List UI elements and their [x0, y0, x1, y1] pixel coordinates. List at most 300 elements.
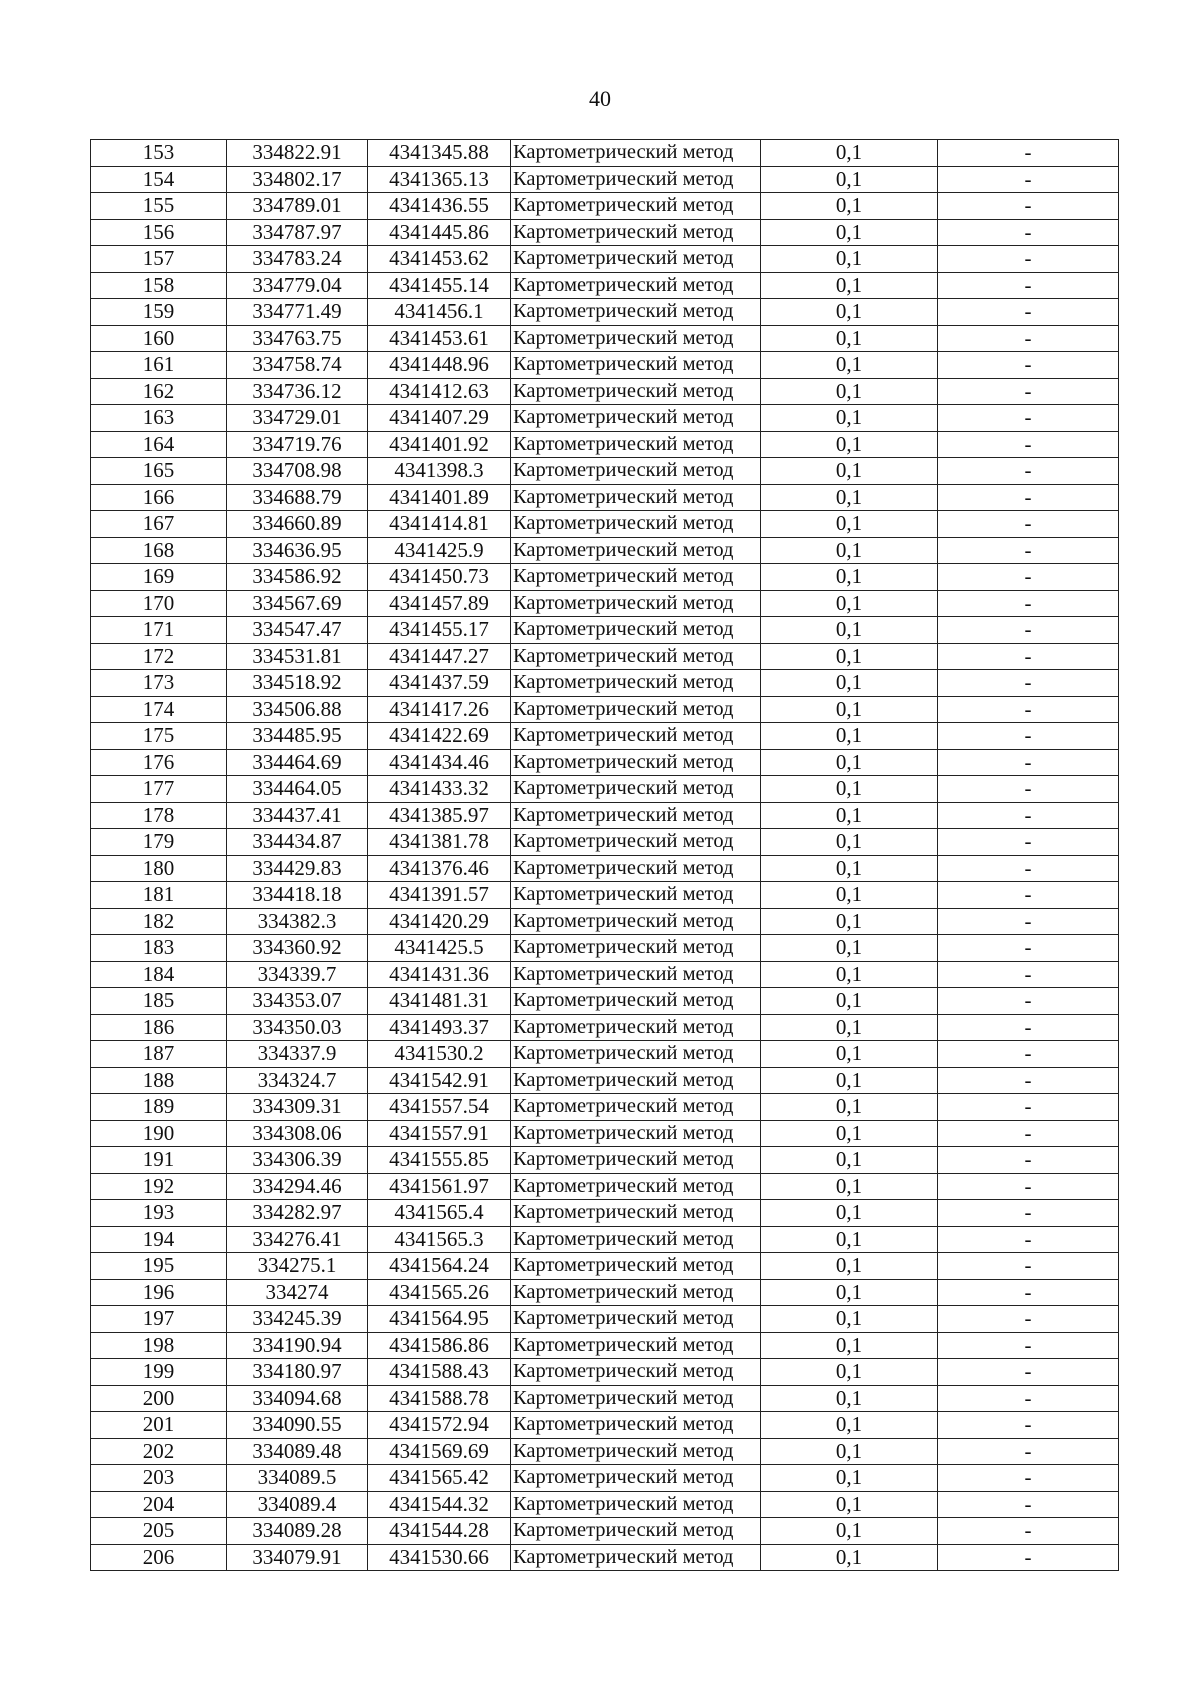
note-cell: - [938, 272, 1119, 299]
point-number-cell: 173 [91, 670, 227, 697]
accuracy-cell: 0,1 [761, 935, 938, 962]
note-cell: - [938, 458, 1119, 485]
accuracy-cell: 0,1 [761, 1147, 938, 1174]
method-cell: Картометрический метод [511, 749, 761, 776]
y-coordinate-cell: 4341544.32 [368, 1491, 511, 1518]
table-row [91, 405, 1119, 432]
method-cell: Картометрический метод [511, 1518, 761, 1545]
point-number-cell: 160 [91, 325, 227, 352]
table-row [91, 1306, 1119, 1333]
accuracy-cell: 0,1 [761, 855, 938, 882]
method-cell: Картометрический метод [511, 1173, 761, 1200]
method-cell: Картометрический метод [511, 829, 761, 856]
point-number-cell: 166 [91, 484, 227, 511]
method-cell: Картометрический метод [511, 431, 761, 458]
method-cell: Картометрический метод [511, 1359, 761, 1386]
point-number-cell: 196 [91, 1279, 227, 1306]
method-cell: Картометрический метод [511, 1041, 761, 1068]
method-cell: Картометрический метод [511, 1385, 761, 1412]
point-number-cell: 197 [91, 1306, 227, 1333]
method-cell: Картометрический метод [511, 352, 761, 379]
method-cell: Картометрический метод [511, 1544, 761, 1571]
y-coordinate-cell: 4341586.86 [368, 1332, 511, 1359]
note-cell: - [938, 1094, 1119, 1121]
table-row [91, 1094, 1119, 1121]
accuracy-cell: 0,1 [761, 1544, 938, 1571]
method-cell: Картометрический метод [511, 193, 761, 220]
point-number-cell: 165 [91, 458, 227, 485]
x-coordinate-cell: 334636.95 [227, 537, 368, 564]
x-coordinate-cell: 334779.04 [227, 272, 368, 299]
table-row [91, 696, 1119, 723]
method-cell: Картометрический метод [511, 1465, 761, 1492]
y-coordinate-cell: 4341401.92 [368, 431, 511, 458]
table-row [91, 1544, 1119, 1571]
table-row [91, 723, 1119, 750]
accuracy-cell: 0,1 [761, 696, 938, 723]
x-coordinate-cell: 334180.97 [227, 1359, 368, 1386]
accuracy-cell: 0,1 [761, 749, 938, 776]
point-number-cell: 192 [91, 1173, 227, 1200]
note-cell: - [938, 1306, 1119, 1333]
method-cell: Картометрический метод [511, 564, 761, 591]
method-cell: Картометрический метод [511, 643, 761, 670]
x-coordinate-cell: 334464.05 [227, 776, 368, 803]
method-cell: Картометрический метод [511, 802, 761, 829]
note-cell: - [938, 1332, 1119, 1359]
accuracy-cell: 0,1 [761, 1518, 938, 1545]
table-row [91, 272, 1119, 299]
note-cell: - [938, 1385, 1119, 1412]
table-row [91, 1253, 1119, 1280]
note-cell: - [938, 1279, 1119, 1306]
accuracy-cell: 0,1 [761, 378, 938, 405]
accuracy-cell: 0,1 [761, 1200, 938, 1227]
table-row [91, 1200, 1119, 1227]
note-cell: - [938, 1253, 1119, 1280]
accuracy-cell: 0,1 [761, 1412, 938, 1439]
point-number-cell: 159 [91, 299, 227, 326]
note-cell: - [938, 431, 1119, 458]
x-coordinate-cell: 334567.69 [227, 590, 368, 617]
y-coordinate-cell: 4341398.3 [368, 458, 511, 485]
table-row [91, 1359, 1119, 1386]
point-number-cell: 183 [91, 935, 227, 962]
y-coordinate-cell: 4341345.88 [368, 140, 511, 167]
note-cell: - [938, 1544, 1119, 1571]
x-coordinate-cell: 334708.98 [227, 458, 368, 485]
x-coordinate-cell: 334729.01 [227, 405, 368, 432]
y-coordinate-cell: 4341425.9 [368, 537, 511, 564]
y-coordinate-cell: 4341455.17 [368, 617, 511, 644]
point-number-cell: 156 [91, 219, 227, 246]
table-row [91, 1332, 1119, 1359]
point-number-cell: 185 [91, 988, 227, 1015]
accuracy-cell: 0,1 [761, 1253, 938, 1280]
method-cell: Картометрический метод [511, 1200, 761, 1227]
accuracy-cell: 0,1 [761, 166, 938, 193]
method-cell: Картометрический метод [511, 1253, 761, 1280]
x-coordinate-cell: 334418.18 [227, 882, 368, 909]
table-row [91, 166, 1119, 193]
point-number-cell: 170 [91, 590, 227, 617]
accuracy-cell: 0,1 [761, 670, 938, 697]
note-cell: - [938, 325, 1119, 352]
y-coordinate-cell: 4341493.37 [368, 1014, 511, 1041]
y-coordinate-cell: 4341407.29 [368, 405, 511, 432]
y-coordinate-cell: 4341391.57 [368, 882, 511, 909]
note-cell: - [938, 723, 1119, 750]
y-coordinate-cell: 4341381.78 [368, 829, 511, 856]
accuracy-cell: 0,1 [761, 1332, 938, 1359]
y-coordinate-cell: 4341564.24 [368, 1253, 511, 1280]
note-cell: - [938, 829, 1119, 856]
x-coordinate-cell: 334518.92 [227, 670, 368, 697]
accuracy-cell: 0,1 [761, 299, 938, 326]
table-row [91, 590, 1119, 617]
method-cell: Картометрический метод [511, 1491, 761, 1518]
y-coordinate-cell: 4341565.4 [368, 1200, 511, 1227]
table-row [91, 643, 1119, 670]
note-cell: - [938, 405, 1119, 432]
table-row [91, 1491, 1119, 1518]
note-cell: - [938, 1200, 1119, 1227]
y-coordinate-cell: 4341455.14 [368, 272, 511, 299]
note-cell: - [938, 564, 1119, 591]
point-number-cell: 191 [91, 1147, 227, 1174]
note-cell: - [938, 670, 1119, 697]
x-coordinate-cell: 334353.07 [227, 988, 368, 1015]
point-number-cell: 167 [91, 511, 227, 538]
point-number-cell: 153 [91, 140, 227, 167]
point-number-cell: 202 [91, 1438, 227, 1465]
x-coordinate-cell: 334308.06 [227, 1120, 368, 1147]
x-coordinate-cell: 334094.68 [227, 1385, 368, 1412]
point-number-cell: 184 [91, 961, 227, 988]
method-cell: Картометрический метод [511, 1306, 761, 1333]
accuracy-cell: 0,1 [761, 140, 938, 167]
y-coordinate-cell: 4341564.95 [368, 1306, 511, 1333]
table-row [91, 882, 1119, 909]
method-cell: Картометрический метод [511, 882, 761, 909]
accuracy-cell: 0,1 [761, 272, 938, 299]
point-number-cell: 172 [91, 643, 227, 670]
y-coordinate-cell: 4341417.26 [368, 696, 511, 723]
point-number-cell: 199 [91, 1359, 227, 1386]
note-cell: - [938, 802, 1119, 829]
note-cell: - [938, 855, 1119, 882]
note-cell: - [938, 1120, 1119, 1147]
point-number-cell: 176 [91, 749, 227, 776]
table-row [91, 749, 1119, 776]
table-row [91, 1120, 1119, 1147]
point-number-cell: 177 [91, 776, 227, 803]
x-coordinate-cell: 334771.49 [227, 299, 368, 326]
accuracy-cell: 0,1 [761, 1067, 938, 1094]
y-coordinate-cell: 4341453.62 [368, 246, 511, 273]
table-row [91, 1279, 1119, 1306]
point-number-cell: 182 [91, 908, 227, 935]
table-row [91, 431, 1119, 458]
note-cell: - [938, 1226, 1119, 1253]
x-coordinate-cell: 334089.5 [227, 1465, 368, 1492]
page-number: 40 [589, 86, 611, 111]
y-coordinate-cell: 4341376.46 [368, 855, 511, 882]
x-coordinate-cell: 334089.28 [227, 1518, 368, 1545]
method-cell: Картометрический метод [511, 935, 761, 962]
method-cell: Картометрический метод [511, 140, 761, 167]
method-cell: Картометрический метод [511, 961, 761, 988]
accuracy-cell: 0,1 [761, 1306, 938, 1333]
y-coordinate-cell: 4341530.66 [368, 1544, 511, 1571]
y-coordinate-cell: 4341565.26 [368, 1279, 511, 1306]
point-number-cell: 190 [91, 1120, 227, 1147]
accuracy-cell: 0,1 [761, 961, 938, 988]
x-coordinate-cell: 334382.3 [227, 908, 368, 935]
table-row [91, 961, 1119, 988]
y-coordinate-cell: 4341557.91 [368, 1120, 511, 1147]
accuracy-cell: 0,1 [761, 1173, 938, 1200]
accuracy-cell: 0,1 [761, 484, 938, 511]
x-coordinate-cell: 334586.92 [227, 564, 368, 591]
method-cell: Картометрический метод [511, 1014, 761, 1041]
note-cell: - [938, 776, 1119, 803]
method-cell: Картометрический метод [511, 1094, 761, 1121]
accuracy-cell: 0,1 [761, 1120, 938, 1147]
point-number-cell: 195 [91, 1253, 227, 1280]
note-cell: - [938, 617, 1119, 644]
note-cell: - [938, 643, 1119, 670]
method-cell: Картометрический метод [511, 590, 761, 617]
accuracy-cell: 0,1 [761, 723, 938, 750]
method-cell: Картометрический метод [511, 219, 761, 246]
y-coordinate-cell: 4341588.78 [368, 1385, 511, 1412]
note-cell: - [938, 590, 1119, 617]
table-row [91, 1173, 1119, 1200]
point-number-cell: 193 [91, 1200, 227, 1227]
method-cell: Картометрический метод [511, 776, 761, 803]
table-row [91, 458, 1119, 485]
y-coordinate-cell: 4341433.32 [368, 776, 511, 803]
x-coordinate-cell: 334429.83 [227, 855, 368, 882]
y-coordinate-cell: 4341365.13 [368, 166, 511, 193]
note-cell: - [938, 219, 1119, 246]
table-row [91, 1385, 1119, 1412]
note-cell: - [938, 378, 1119, 405]
y-coordinate-cell: 4341431.36 [368, 961, 511, 988]
table-row [91, 1438, 1119, 1465]
method-cell: Картометрический метод [511, 378, 761, 405]
point-number-cell: 161 [91, 352, 227, 379]
accuracy-cell: 0,1 [761, 1465, 938, 1492]
table-row [91, 1412, 1119, 1439]
point-number-cell: 188 [91, 1067, 227, 1094]
accuracy-cell: 0,1 [761, 458, 938, 485]
table-row [91, 325, 1119, 352]
x-coordinate-cell: 334274 [227, 1279, 368, 1306]
x-coordinate-cell: 334822.91 [227, 140, 368, 167]
x-coordinate-cell: 334089.48 [227, 1438, 368, 1465]
x-coordinate-cell: 334089.4 [227, 1491, 368, 1518]
x-coordinate-cell: 334485.95 [227, 723, 368, 750]
point-number-cell: 174 [91, 696, 227, 723]
y-coordinate-cell: 4341437.59 [368, 670, 511, 697]
method-cell: Картометрический метод [511, 1120, 761, 1147]
accuracy-cell: 0,1 [761, 1491, 938, 1518]
table-row [91, 299, 1119, 326]
method-cell: Картометрический метод [511, 1147, 761, 1174]
x-coordinate-cell: 334758.74 [227, 352, 368, 379]
point-number-cell: 154 [91, 166, 227, 193]
method-cell: Картометрический метод [511, 988, 761, 1015]
note-cell: - [938, 299, 1119, 326]
note-cell: - [938, 1359, 1119, 1386]
point-number-cell: 162 [91, 378, 227, 405]
point-number-cell: 201 [91, 1412, 227, 1439]
x-coordinate-cell: 334660.89 [227, 511, 368, 538]
x-coordinate-cell: 334787.97 [227, 219, 368, 246]
accuracy-cell: 0,1 [761, 1438, 938, 1465]
x-coordinate-cell: 334763.75 [227, 325, 368, 352]
point-number-cell: 181 [91, 882, 227, 909]
table-row [91, 246, 1119, 273]
method-cell: Картометрический метод [511, 670, 761, 697]
point-number-cell: 175 [91, 723, 227, 750]
accuracy-cell: 0,1 [761, 1385, 938, 1412]
accuracy-cell: 0,1 [761, 1014, 938, 1041]
coordinates-table [90, 139, 1119, 1571]
accuracy-cell: 0,1 [761, 1094, 938, 1121]
accuracy-cell: 0,1 [761, 431, 938, 458]
note-cell: - [938, 1147, 1119, 1174]
table-row [91, 537, 1119, 564]
x-coordinate-cell: 334789.01 [227, 193, 368, 220]
table-row [91, 378, 1119, 405]
method-cell: Картометрический метод [511, 484, 761, 511]
accuracy-cell: 0,1 [761, 988, 938, 1015]
x-coordinate-cell: 334306.39 [227, 1147, 368, 1174]
x-coordinate-cell: 334437.41 [227, 802, 368, 829]
note-cell: - [938, 1067, 1119, 1094]
y-coordinate-cell: 4341555.85 [368, 1147, 511, 1174]
y-coordinate-cell: 4341456.1 [368, 299, 511, 326]
x-coordinate-cell: 334190.94 [227, 1332, 368, 1359]
accuracy-cell: 0,1 [761, 325, 938, 352]
point-number-cell: 189 [91, 1094, 227, 1121]
note-cell: - [938, 193, 1119, 220]
y-coordinate-cell: 4341457.89 [368, 590, 511, 617]
method-cell: Картометрический метод [511, 166, 761, 193]
y-coordinate-cell: 4341434.46 [368, 749, 511, 776]
accuracy-cell: 0,1 [761, 882, 938, 909]
y-coordinate-cell: 4341561.97 [368, 1173, 511, 1200]
table-row [91, 908, 1119, 935]
accuracy-cell: 0,1 [761, 352, 938, 379]
note-cell: - [938, 935, 1119, 962]
accuracy-cell: 0,1 [761, 511, 938, 538]
method-cell: Картометрический метод [511, 1412, 761, 1439]
table-row [91, 855, 1119, 882]
note-cell: - [938, 988, 1119, 1015]
point-number-cell: 168 [91, 537, 227, 564]
point-number-cell: 158 [91, 272, 227, 299]
y-coordinate-cell: 4341481.31 [368, 988, 511, 1015]
method-cell: Картометрический метод [511, 908, 761, 935]
table-row [91, 935, 1119, 962]
accuracy-cell: 0,1 [761, 617, 938, 644]
note-cell: - [938, 882, 1119, 909]
accuracy-cell: 0,1 [761, 564, 938, 591]
method-cell: Картометрический метод [511, 1438, 761, 1465]
point-number-cell: 157 [91, 246, 227, 273]
table-row [91, 1518, 1119, 1545]
y-coordinate-cell: 4341572.94 [368, 1412, 511, 1439]
method-cell: Картометрический метод [511, 272, 761, 299]
table-row [91, 1465, 1119, 1492]
point-number-cell: 198 [91, 1332, 227, 1359]
method-cell: Картометрический метод [511, 855, 761, 882]
note-cell: - [938, 1518, 1119, 1545]
method-cell: Картометрический метод [511, 325, 761, 352]
table-row [91, 988, 1119, 1015]
accuracy-cell: 0,1 [761, 590, 938, 617]
y-coordinate-cell: 4341385.97 [368, 802, 511, 829]
method-cell: Картометрический метод [511, 405, 761, 432]
method-cell: Картометрический метод [511, 511, 761, 538]
y-coordinate-cell: 4341401.89 [368, 484, 511, 511]
accuracy-cell: 0,1 [761, 1279, 938, 1306]
x-coordinate-cell: 334531.81 [227, 643, 368, 670]
note-cell: - [938, 1465, 1119, 1492]
table-row [91, 617, 1119, 644]
point-number-cell: 194 [91, 1226, 227, 1253]
y-coordinate-cell: 4341565.42 [368, 1465, 511, 1492]
table-row [91, 193, 1119, 220]
table-row [91, 802, 1119, 829]
method-cell: Картометрический метод [511, 246, 761, 273]
table-row [91, 1014, 1119, 1041]
accuracy-cell: 0,1 [761, 193, 938, 220]
point-number-cell: 179 [91, 829, 227, 856]
method-cell: Картометрический метод [511, 696, 761, 723]
y-coordinate-cell: 4341448.96 [368, 352, 511, 379]
table-row [91, 776, 1119, 803]
table-row [91, 484, 1119, 511]
method-cell: Картометрический метод [511, 458, 761, 485]
y-coordinate-cell: 4341453.61 [368, 325, 511, 352]
x-coordinate-cell: 334802.17 [227, 166, 368, 193]
x-coordinate-cell: 334434.87 [227, 829, 368, 856]
note-cell: - [938, 352, 1119, 379]
table-row [91, 1067, 1119, 1094]
table-row [91, 1147, 1119, 1174]
point-number-cell: 169 [91, 564, 227, 591]
method-cell: Картометрический метод [511, 1226, 761, 1253]
x-coordinate-cell: 334294.46 [227, 1173, 368, 1200]
point-number-cell: 186 [91, 1014, 227, 1041]
coordinates-table-body [91, 140, 1119, 1571]
y-coordinate-cell: 4341412.63 [368, 378, 511, 405]
y-coordinate-cell: 4341588.43 [368, 1359, 511, 1386]
method-cell: Картометрический метод [511, 723, 761, 750]
x-coordinate-cell: 334719.76 [227, 431, 368, 458]
y-coordinate-cell: 4341422.69 [368, 723, 511, 750]
note-cell: - [938, 511, 1119, 538]
note-cell: - [938, 1014, 1119, 1041]
point-number-cell: 203 [91, 1465, 227, 1492]
point-number-cell: 187 [91, 1041, 227, 1068]
point-number-cell: 178 [91, 802, 227, 829]
